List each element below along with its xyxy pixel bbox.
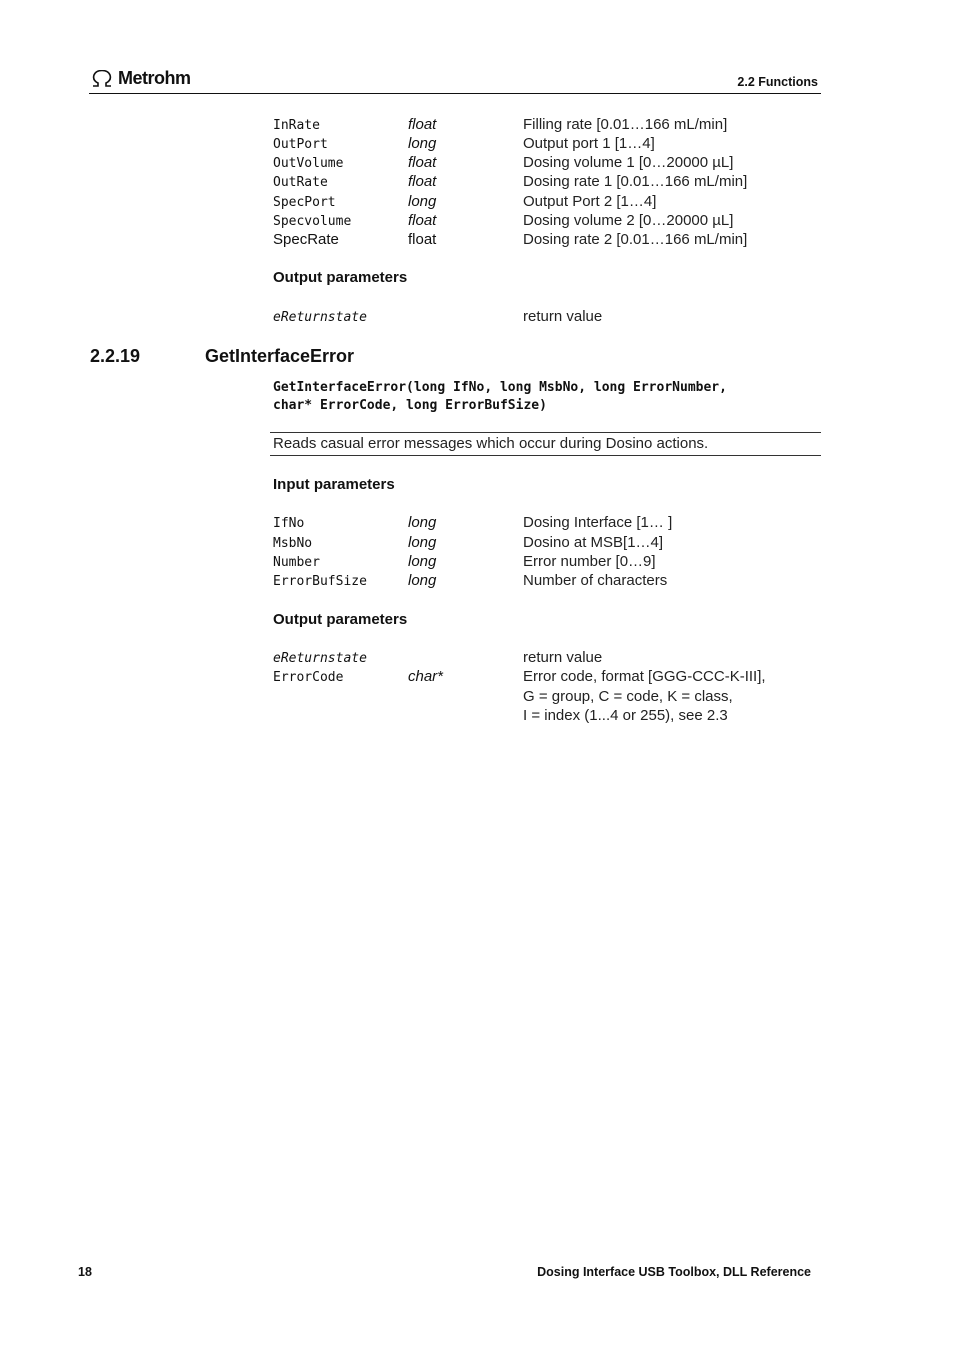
param-desc: I = index (1...4 or 255), see 2.3	[523, 707, 728, 724]
section-title: GetInterfaceError	[205, 346, 355, 366]
param-desc: Error number [0…9]	[523, 553, 656, 570]
param-name: MsbNo	[273, 536, 313, 551]
param-type: long	[408, 572, 437, 589]
param-name: Specvolume	[273, 214, 352, 229]
function-signature	[273, 379, 727, 414]
param-name: eReturnstate	[273, 651, 367, 666]
param-desc: G = group, C = code, K = class,	[523, 688, 733, 705]
param-type: float	[408, 116, 437, 133]
param-type: char*	[408, 668, 444, 685]
input-parameters-heading: Input parameters	[273, 476, 395, 493]
param-desc: Output Port 2 [1…4]	[523, 193, 657, 210]
param-desc: Dosing volume 1 [0…20000 µL]	[523, 154, 734, 171]
param-desc: Dosing rate 1 [0.01…166 mL/min]	[523, 173, 748, 190]
param-name: OutPort	[273, 137, 328, 152]
signature-line: GetInterfaceError(long IfNo, long MsbNo, long ErrorNumber,	[273, 380, 727, 395]
output-parameters-heading: Output parameters	[273, 269, 408, 286]
param-name: OutVolume	[273, 156, 344, 171]
param-type: long	[408, 514, 437, 531]
param-desc: Output port 1 [1…4]	[523, 135, 655, 152]
page-number: 18	[78, 1265, 92, 1279]
param-desc: return value	[523, 308, 603, 325]
param-name: OutRate	[273, 175, 328, 190]
param-desc: return value	[523, 649, 603, 666]
signature-line: char* ErrorCode, long ErrorBufSize)	[273, 397, 547, 413]
section-number: 2.2.19	[90, 346, 141, 366]
param-type: float	[408, 173, 437, 190]
param-type: float	[408, 154, 437, 171]
omega-icon	[90, 70, 114, 88]
param-name: SpecPort	[273, 195, 336, 210]
output-parameters-heading: Output parameters	[273, 611, 408, 628]
brand-logo	[90, 68, 191, 89]
param-type: long	[408, 534, 437, 551]
param-desc: Error code, format [GGG-CCC-K-III],	[523, 668, 766, 685]
param-name: InRate	[273, 118, 320, 133]
param-type: long	[408, 553, 437, 570]
description-box	[270, 432, 821, 456]
param-desc: Dosing Interface [1… ]	[523, 514, 673, 531]
param-name: eReturnstate	[273, 310, 367, 325]
running-header-section: 2.2 Functions	[737, 75, 818, 89]
header-divider	[89, 93, 821, 94]
param-name: Number	[273, 555, 320, 570]
param-desc: Dosing volume 2 [0…20000 µL]	[523, 212, 734, 229]
param-name: ErrorCode	[273, 670, 344, 685]
brand-name: Metrohm	[118, 68, 191, 88]
param-desc: Dosino at MSB[1…4]	[523, 534, 664, 551]
param-desc: Number of characters	[523, 572, 668, 589]
footer-document-title: Dosing Interface USB Toolbox, DLL Reference	[537, 1265, 811, 1279]
param-name: ErrorBufSize	[273, 574, 367, 589]
param-type: float	[408, 212, 437, 229]
param-type: long	[408, 193, 437, 210]
param-type: float	[408, 231, 437, 248]
param-name: SpecRate	[273, 231, 339, 248]
param-name: IfNo	[273, 516, 305, 531]
param-desc: Dosing rate 2 [0.01…166 mL/min]	[523, 231, 748, 248]
param-type: long	[408, 135, 437, 152]
function-description: Reads casual error messages which occur during Dosino actions.	[273, 435, 709, 452]
param-desc: Filling rate [0.01…166 mL/min]	[523, 116, 728, 133]
